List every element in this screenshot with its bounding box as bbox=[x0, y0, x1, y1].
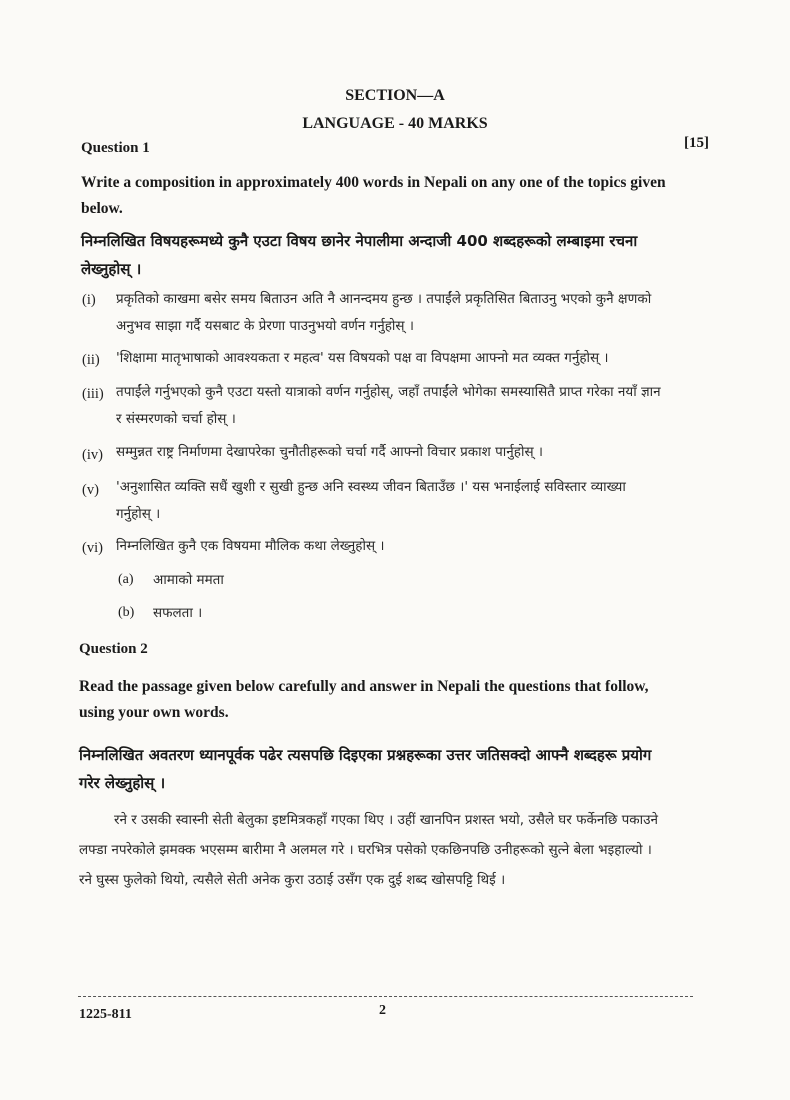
question2-instruction-nepali: निम्नलिखित अवतरण ध्यानपूर्वक पढेर त्यसपछि दिइएका प्रश्नहरूका उत्तर जतिसक्दो आफ्नै शब्दहरू प्रयोग गरेर लेख्नुहोस् । bbox=[79, 746, 652, 792]
q1-item-text: 'शिक्षामा मातृभाषाको आवश्यकता र महत्व' यस विषयको पक्ष वा विपक्षमा आफ्नो मत व्यक्त गर्नुहोस् । bbox=[116, 350, 609, 366]
question2-passage: रने र उसकी स्वास्नी सेती बेलुका इष्टमित्रकहाँ गएका थिए । उहीं खानपिन प्रशस्त भयो, उसैले घर फर्केनछि पकाउने लफ्डा नपरेकोले झमक्क भएसम्म बारीमा नै अलमल गरे । घरभित्र पसेको एकछिनपछि उनीहरूको सुत्ने बेला भइहाल्यो । रने घुस्स फुलेको थियो, त्यसैले सेती अनेक कुरा उठाई उसँग एक दुई शब्द खोसपट्टि थिई । bbox=[79, 812, 659, 888]
question2-title: Question 2 bbox=[79, 641, 148, 657]
paper-code: 1225-811 bbox=[79, 1007, 132, 1022]
q1-item-text: निम्नलिखित कुनै एक विषयमा मौलिक कथा लेख्नुहोस् । bbox=[116, 538, 385, 554]
q1-subitem-text: सफलता । bbox=[153, 605, 203, 621]
q1-item-text: 'अनुशासित व्यक्ति सधैं खुशी र सुखी हुन्छ अनि स्वस्थ्य जीवन बिताउँछ ।' यस भनाईलाई सविस्तार व्याख्या गर्नुहोस् । bbox=[116, 479, 626, 522]
q1-subitem-text: आमाको ममता bbox=[153, 572, 224, 588]
q1-item-text: प्रकृतिको काखमा बसेर समय बिताउन अति नै आनन्दमय हुन्छ । तपाईंले प्रकृतिसित बिताउनु भएको कुनै क्षणको अनुभव साझा गर्दै यसबाट के प्रेरणा पाउनुभयो वर्णन गर्नुहोस् । bbox=[116, 291, 652, 334]
q1-item-number: (i) bbox=[82, 292, 96, 308]
q1-item-number: (iv) bbox=[82, 447, 103, 463]
section-subtitle: LANGUAGE - 40 MARKS bbox=[302, 115, 488, 132]
q1-item-text: तपाईंले गर्नुभएको कुनै एउटा यस्तो यात्राको वर्णन गर्नुहोस्, जहाँ तपाईंले भोगेका समस्यासितै प्राप्त गरेका नयाँ ज्ञान र संस्मरणको चर्चा होस् । bbox=[116, 384, 661, 427]
q1-item-number: (v) bbox=[82, 482, 99, 498]
q1-subitem-number: (b) bbox=[118, 605, 135, 620]
question2-instruction: Read the passage given below carefully and answer in Nepali the questions that follow, using your own words. bbox=[79, 678, 649, 721]
page-number: 2 bbox=[379, 1003, 386, 1018]
question1-instruction: Write a composition in approximately 400 words in Nepali on any one of the topics given below. bbox=[81, 174, 666, 217]
q1-item-number: (vi) bbox=[82, 540, 103, 556]
question1-instruction-nepali: निम्नलिखित विषयहरूमध्ये कुनै एउटा विषय छानेर नेपालीमा अन्दाजी 400 शब्दहरूको लम्बाइमा रचना लेख्नुहोस् । bbox=[81, 232, 638, 278]
section-title: SECTION—A bbox=[345, 87, 445, 104]
q1-item-number: (ii) bbox=[82, 352, 100, 368]
q1-item-text: सम्मुन्नत राष्ट्र निर्माणमा देखापरेका चुनौतीहरूको चर्चा गर्दै आफ्नो विचार प्रकाश पार्नुहोस् । bbox=[116, 444, 543, 460]
q1-subitem-number: (a) bbox=[118, 572, 134, 587]
question1-title: Question 1 bbox=[81, 140, 150, 156]
q1-item-number: (iii) bbox=[82, 386, 104, 402]
question1-marks: [15] bbox=[684, 135, 709, 151]
footer-divider bbox=[78, 996, 693, 997]
